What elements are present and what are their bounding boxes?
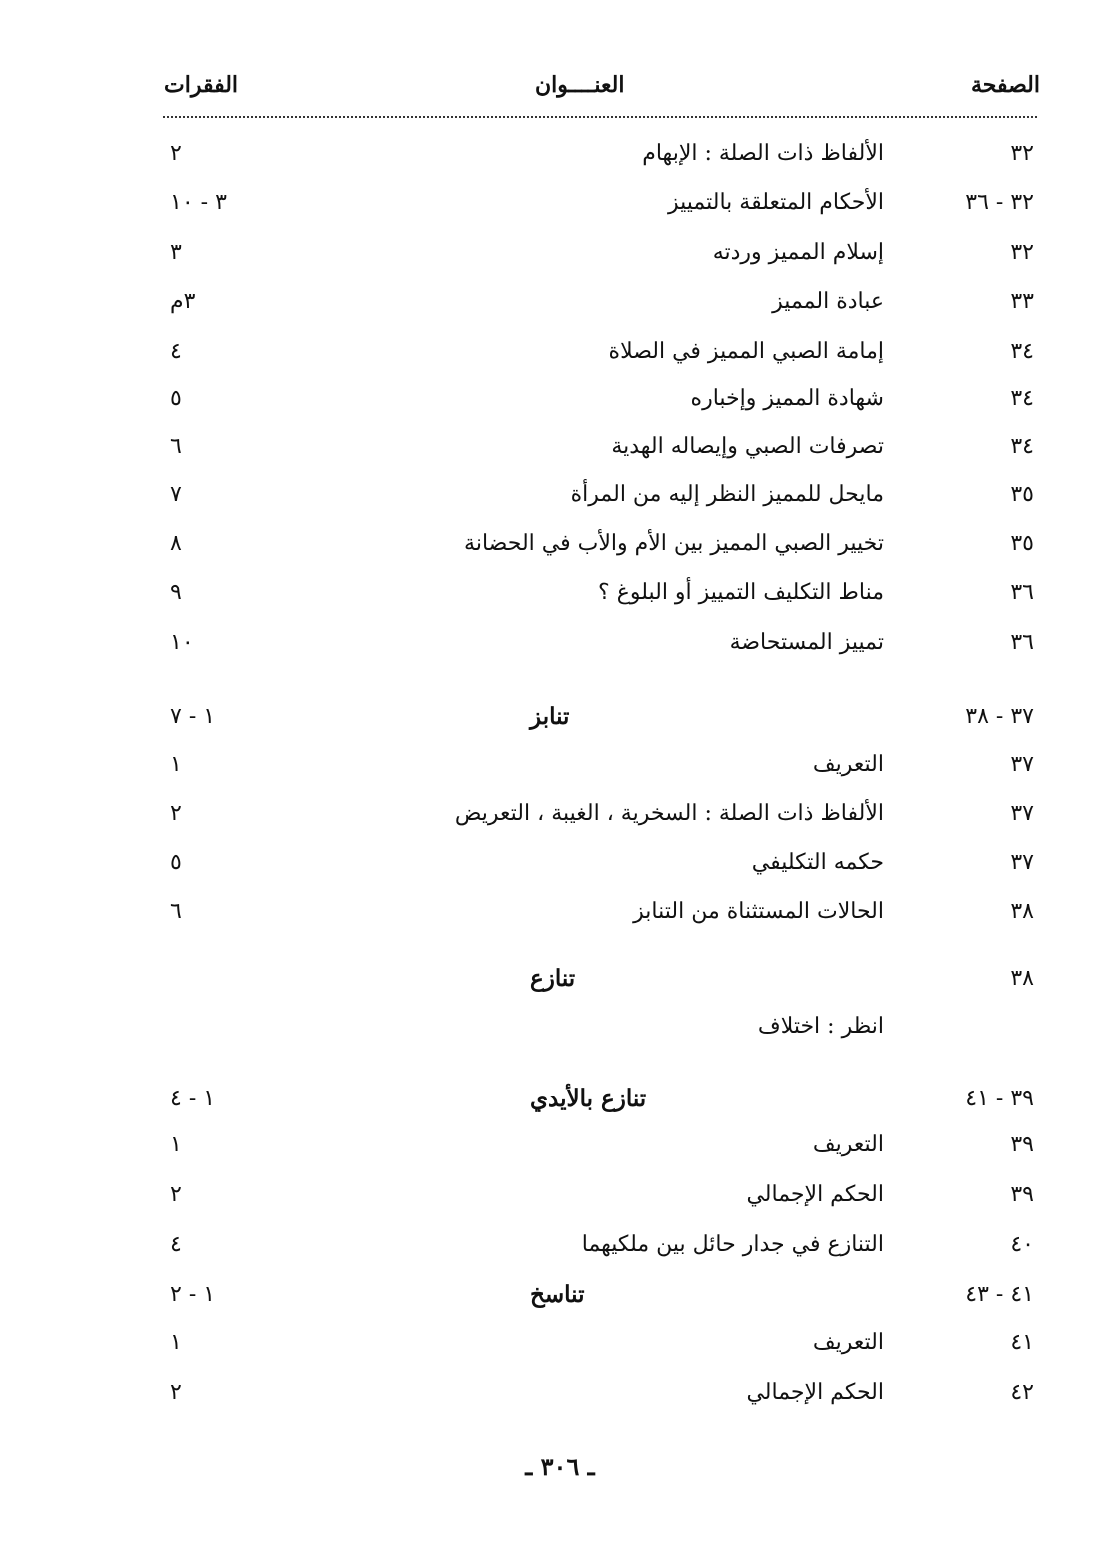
table-header — [160, 72, 1040, 112]
section-title: تناسخ — [530, 1281, 585, 1308]
entry-title: التعريف — [812, 1132, 884, 1157]
section-heading-row — [160, 1082, 1040, 1118]
entry-page-number: ٣٢ — [1010, 141, 1034, 166]
entry-title: التعريف — [812, 1330, 884, 1355]
table-row — [160, 186, 1040, 222]
entry-title: الحكم الإجمالي — [746, 1182, 884, 1207]
entry-title: التنازع في جدار حائل بين ملكيهما — [581, 1232, 884, 1257]
entry-paragraphs: ٩ — [170, 580, 182, 605]
entry-title: إمامة الصبي المميز في الصلاة — [608, 339, 884, 364]
entry-page-number: ٣٤ — [1010, 339, 1034, 364]
entry-title: الألفاظ ذات الصلة : الإبهام — [642, 141, 884, 166]
entry-paragraphs: ١ - ٧ — [170, 704, 216, 729]
entry-paragraphs: ١ — [170, 1330, 182, 1355]
entry-paragraphs: ٣م — [170, 289, 196, 314]
entry-title: الحالات المستثناة من التنابز — [633, 899, 884, 924]
entry-title: الألفاظ ذات الصلة : السخرية ، الغيبة ، التعريض — [454, 801, 884, 826]
entry-title: الأحكام المتعلقة بالتمييز — [667, 190, 884, 215]
entry-title: مناط التكليف التمييز أو البلوغ ؟ — [598, 580, 884, 605]
entry-paragraphs: ٢ — [170, 1182, 182, 1207]
table-row — [160, 895, 1040, 931]
entry-paragraphs: ٢ — [170, 141, 182, 166]
table-row — [160, 236, 1040, 272]
entry-title: تخيير الصبي المميز بين الأم والأب في الحضانة — [464, 531, 884, 556]
entry-page-number: ٣٨ — [1010, 899, 1034, 924]
table-row — [160, 430, 1040, 466]
entry-paragraphs: ١٠ — [170, 630, 194, 655]
entry-title: تصرفات الصبي وإيصاله الهدية — [611, 434, 884, 459]
section-heading-row — [160, 700, 1040, 736]
header-page-column: الصفحة — [970, 72, 1040, 98]
entry-title: شهادة المميز وإخباره — [690, 386, 884, 411]
page-number: ـ ٣٠٦ ـ — [525, 1452, 595, 1481]
section-heading-row — [160, 962, 1040, 998]
entry-paragraphs: ٣ — [170, 240, 182, 265]
entry-page-number: ٣٩ - ٤١ — [965, 1086, 1034, 1111]
entry-paragraphs: ٤ — [170, 339, 182, 364]
entry-page-number: ٤١ - ٤٣ — [965, 1282, 1034, 1307]
section-title: تنابز — [530, 703, 570, 730]
entry-page-number: ٤٢ — [1010, 1380, 1034, 1405]
table-row — [160, 1376, 1040, 1412]
entry-page-number: ٣٧ — [1010, 850, 1034, 875]
entry-page-number: ٣٧ — [1010, 801, 1034, 826]
table-row — [160, 748, 1040, 784]
table-row — [160, 1326, 1040, 1362]
entry-paragraphs: ٨ — [170, 531, 182, 556]
header-paragraphs-column: الفقرات — [164, 72, 239, 98]
table-row — [160, 576, 1040, 612]
entry-page-number: ٣٦ — [1010, 580, 1034, 605]
entry-page-number: ٣٢ - ٣٦ — [965, 190, 1034, 215]
entry-page-number: ٣٥ — [1010, 531, 1034, 556]
entry-title: التعريف — [812, 752, 884, 777]
entry-title: انظر : اختلاف — [757, 1014, 884, 1039]
entry-paragraphs: ٢ — [170, 801, 182, 826]
header-dotted-divider — [163, 116, 1037, 118]
entry-title: مايحل للمميز النظر إليه من المرأة — [570, 482, 884, 507]
table-row — [160, 1178, 1040, 1214]
entry-page-number: ٣٩ — [1010, 1132, 1034, 1157]
entry-paragraphs: ١ - ٤ — [170, 1086, 216, 1111]
section-heading-row — [160, 1278, 1040, 1314]
table-row — [160, 527, 1040, 563]
table-row — [160, 478, 1040, 514]
section-title: تنازع — [530, 965, 576, 992]
table-row — [160, 382, 1040, 418]
entry-title: حكمه التكليفي — [751, 850, 884, 875]
entry-paragraphs: ١ - ٢ — [170, 1282, 216, 1307]
header-title-column: العنــــوان — [535, 72, 625, 98]
section-title: تنازع بالأيدي — [530, 1085, 647, 1112]
table-row — [160, 285, 1040, 321]
table-row — [160, 1128, 1040, 1164]
entry-page-number: ٣٤ — [1010, 386, 1034, 411]
entry-title: عبادة المميز — [772, 289, 884, 314]
entry-page-number: ٣٣ — [1010, 289, 1034, 314]
entry-title: الحكم الإجمالي — [746, 1380, 884, 1405]
entry-page-number: ٣٥ — [1010, 482, 1034, 507]
entry-paragraphs: ١ — [170, 752, 182, 777]
entry-paragraphs: ٦ — [170, 899, 182, 924]
entry-page-number: ٣٤ — [1010, 434, 1034, 459]
entry-paragraphs: ٥ — [170, 850, 182, 875]
entry-page-number: ٤١ — [1010, 1330, 1034, 1355]
table-row — [160, 1228, 1040, 1264]
entry-paragraphs: ٤ — [170, 1232, 182, 1257]
table-row — [160, 846, 1040, 882]
entry-paragraphs: ١ — [170, 1132, 182, 1157]
table-row — [160, 797, 1040, 833]
entry-page-number: ٣٩ — [1010, 1182, 1034, 1207]
entry-page-number: ٣٧ — [1010, 752, 1034, 777]
cross-reference-row — [160, 1010, 1040, 1046]
entry-paragraphs: ٧ — [170, 482, 182, 507]
table-row — [160, 626, 1040, 662]
entry-page-number: ٤٠ — [1010, 1232, 1034, 1257]
entry-page-number: ٣٧ - ٣٨ — [965, 704, 1034, 729]
entry-paragraphs: ٢ — [170, 1380, 182, 1405]
entry-page-number: ٣٨ — [1010, 966, 1034, 991]
entry-page-number: ٣٦ — [1010, 630, 1034, 655]
entry-title: تمييز المستحاضة — [729, 630, 884, 655]
entry-title: إسلام المميز وردته — [712, 240, 884, 265]
entry-paragraphs: ٥ — [170, 386, 182, 411]
table-row — [160, 335, 1040, 371]
entry-paragraphs: ٦ — [170, 434, 182, 459]
table-row — [160, 137, 1040, 173]
entry-page-number: ٣٢ — [1010, 240, 1034, 265]
entry-paragraphs: ٣ - ١٠ — [170, 190, 227, 215]
